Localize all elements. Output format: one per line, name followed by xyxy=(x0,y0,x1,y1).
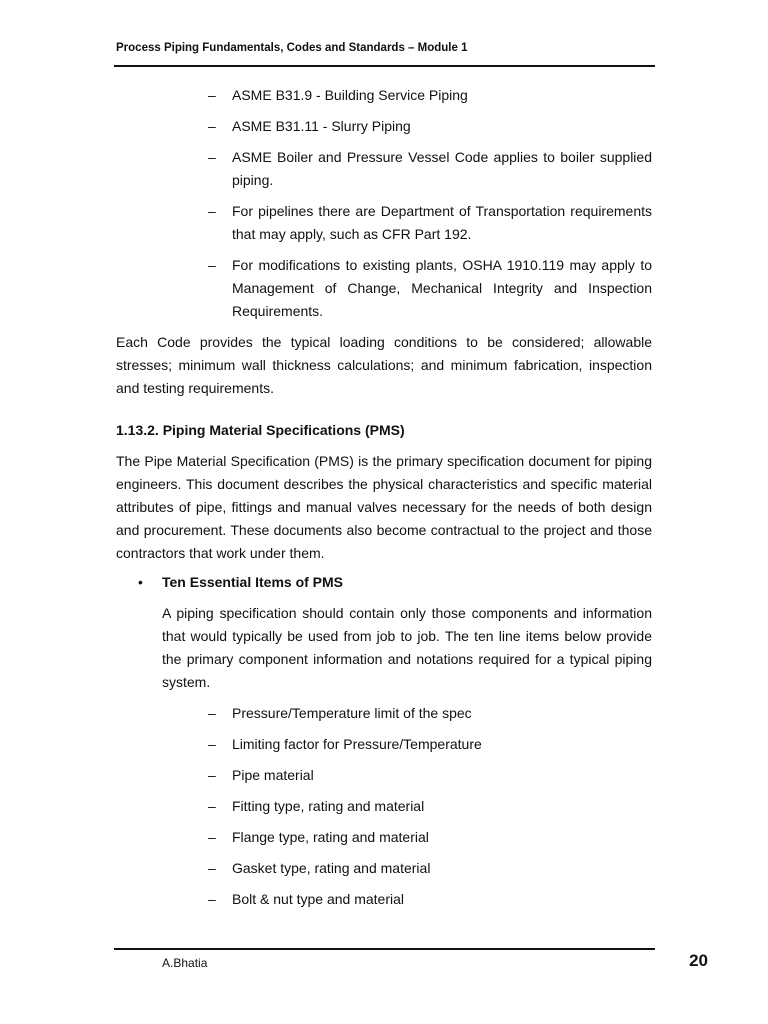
list-item xyxy=(116,200,652,246)
dash-marker: – xyxy=(208,203,216,219)
list-item xyxy=(116,795,652,818)
dash-marker: – xyxy=(208,118,216,134)
list-item xyxy=(116,826,652,849)
list-item xyxy=(116,888,652,911)
list-item xyxy=(116,733,652,756)
list-item-text: Pipe material xyxy=(232,767,314,783)
page-content xyxy=(116,84,652,919)
dash-marker: – xyxy=(208,767,216,783)
code-list xyxy=(116,84,652,323)
list-item-text: Gasket type, rating and material xyxy=(232,860,431,876)
list-item xyxy=(116,702,652,725)
list-item xyxy=(116,857,652,880)
list-item-text: ASME Boiler and Pressure Vessel Code applies to boiler supplied piping. xyxy=(232,149,652,188)
dash-marker: – xyxy=(208,87,216,103)
list-item-text: Limiting factor for Pressure/Temperature xyxy=(232,736,482,752)
dash-marker: – xyxy=(208,705,216,721)
footer-rule xyxy=(114,948,655,950)
dash-marker: – xyxy=(208,149,216,165)
code-paragraph: Each Code provides the typical loading conditions to be considered; allowable stresses; minimum wall thickness calculations; and minimum fabrication, inspection and testing requirements. xyxy=(116,334,652,396)
list-item-text: For modifications to existing plants, OSHA 1910.119 may apply to Management of Change, Mechanical Integrity and Inspection Requirements. xyxy=(232,257,652,319)
list-item-text: Flange type, rating and material xyxy=(232,829,429,845)
list-item-text: ASME B31.9 - Building Service Piping xyxy=(232,87,468,103)
header-rule xyxy=(114,65,655,67)
bullet-marker: • xyxy=(138,574,143,590)
list-item-text: Pressure/Temperature limit of the spec xyxy=(232,705,472,721)
list-item xyxy=(116,146,652,192)
running-header: Process Piping Fundamentals, Codes and Standards – Module 1 xyxy=(116,42,468,54)
dash-marker: – xyxy=(208,891,216,907)
bullet-item xyxy=(116,571,652,594)
dash-marker: – xyxy=(208,736,216,752)
section-paragraph: The Pipe Material Specification (PMS) is the primary specification document for piping engineers. This document describes the physical characteristics and specific material attributes of pipe, fittings and manual valves necessary for the needs of both design and procurement. These documents also become contractual to the project and those contractors that work under them. xyxy=(116,453,652,561)
list-item xyxy=(116,254,652,323)
section-heading: 1.13.2. Piping Material Specifications (PMS) xyxy=(116,422,405,438)
list-item-text: Fitting type, rating and material xyxy=(232,798,425,814)
dash-marker: – xyxy=(208,860,216,876)
footer-author: A.Bhatia xyxy=(162,956,208,970)
dash-marker: – xyxy=(208,257,216,273)
list-item xyxy=(116,84,652,107)
list-item-text: Bolt & nut type and material xyxy=(232,891,404,907)
list-item-text: For pipelines there are Department of Transportation requirements that may apply, such as CFR Part 192. xyxy=(232,203,652,242)
list-item xyxy=(116,115,652,138)
list-item xyxy=(116,764,652,787)
bullet-title: Ten Essential Items of PMS xyxy=(162,574,344,590)
bullet-paragraph: A piping specification should contain only those components and information that would typically be used from job to job. The ten line items below provide the primary component information and notations required for a typical piping system. xyxy=(162,605,652,690)
list-item-text: ASME B31.11 - Slurry Piping xyxy=(232,118,411,134)
dash-marker: – xyxy=(208,829,216,845)
page-number: 20 xyxy=(689,951,708,970)
dash-marker: – xyxy=(208,798,216,814)
pms-items-list xyxy=(116,702,652,911)
